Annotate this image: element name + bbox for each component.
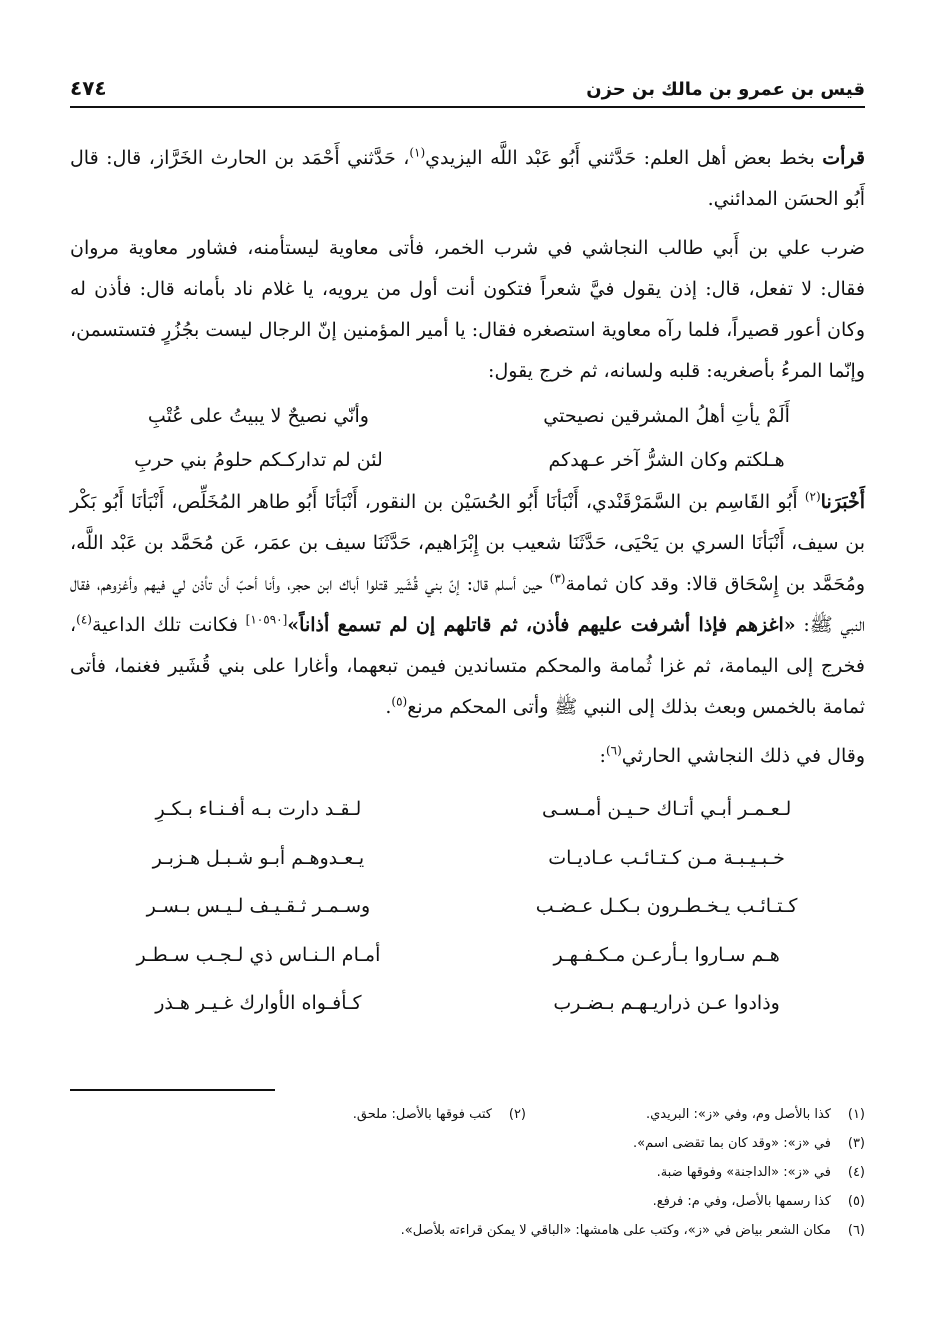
paragraph-3-lead: أَخْبَرَنا xyxy=(820,491,865,513)
footnote-text: كذا بالأصل وم، وفي «ز»: البريدي. xyxy=(646,1107,831,1122)
paragraph-1-text-1: بخط بعض أهل العلم: حَدَّثني أَبُو عَبْد اللَّه اليزيدي xyxy=(425,147,823,169)
paragraph-1-text-2: ، حَدَّثني أَحْمَد بن الحارث الخَرَّاز، قال: قال أَبُو الحسَن المدائني. xyxy=(70,147,865,210)
paragraph-4 xyxy=(70,736,865,777)
hemistich-first: هـم سـاروا بـأرعـن مـكـفـهـر xyxy=(553,943,780,966)
poem-2-verse-5 xyxy=(70,979,865,1028)
footnote-number: (٥) xyxy=(847,1194,865,1209)
main-text xyxy=(70,138,865,1028)
footnote-text: كتب فوقها بالأصل: ملحق. xyxy=(352,1107,492,1122)
footnote-text: مكان الشعر بياض في «ز»، وكتب على هامشها: «الباقي لا يمكن قراءته بلأصل». xyxy=(400,1223,831,1238)
footnote-text: في «ز»: «وقد كان بما تقضى اسم». xyxy=(632,1136,831,1151)
footnote-ref-1: (١) xyxy=(409,145,426,160)
hemistich-second: يـعـدوهـم أبـو شـبـل هـزبـر xyxy=(152,846,365,869)
footnote-row-3 xyxy=(70,1158,865,1187)
poem-2-verse-1 xyxy=(70,785,865,834)
poem-2 xyxy=(70,785,865,1028)
paragraph-4-text: وقال في ذلك النجاشي الحارثي xyxy=(621,745,865,767)
footnote-text: كذا رسمها بالأصل، وفي م: فرفع. xyxy=(652,1194,831,1209)
paragraph-4-colon: : xyxy=(599,745,606,767)
footnote-row-1 xyxy=(70,1100,865,1129)
footnote-6 xyxy=(401,1223,865,1238)
footnote-ref-6: (٦) xyxy=(605,743,622,758)
hemistich-first: هـلكتم وكان الشرُّ آخر عـهدكم xyxy=(548,449,785,471)
footnote-ref-4: (٤) xyxy=(76,612,92,627)
footnote-divider xyxy=(70,1089,275,1091)
page-header xyxy=(70,66,865,108)
footnote-number: (٦) xyxy=(847,1223,865,1238)
footnote-1 xyxy=(646,1107,865,1122)
footnote-number: (٤) xyxy=(847,1165,865,1180)
footnote-ref-2: (٢) xyxy=(804,489,821,504)
paragraph-3-text-1: أَبُو القَاسِم بن السَّمَرْقَنْدي، أَنْبَأنَا أَبُو الحُسَيْن بن النقور، أَنْبَأنَا أَبُو طاهر المُخَلِّص، أَنْبَأنَا أَبُو بَكْر بن سيف، أَنْبَأنَا السري بن يَحْيَى، حَدَّثَنَا شعيب بن إِبْرَاهيم، حَدَّثَنَا سيف بن عمَر، عَن مُحَمَّد بن عَبْد اللَّه، ومُحَمَّد بن إِسْحَاق قالا: وقد كان ثمامة xyxy=(70,491,865,595)
hemistich-second: لئن لم تداركـكم حلومُ بني حربِ xyxy=(134,449,383,471)
page-number: ٤٧٤ xyxy=(70,76,107,100)
poem-2-verse-4 xyxy=(70,931,865,980)
footnote-2 xyxy=(353,1107,526,1122)
footnote-row-2 xyxy=(70,1129,865,1158)
paragraph-3-text-4: ، فخرج إلى اليمامة، ثم غزا ثُمامة والمحكم متساندين فيمن تبعهما، وأغارا على بني قُشَير فغنما، فأتى ثمامة بالخمس وبعث بذلك إلى النبي ﷺ وأتى المحكم مرنع xyxy=(70,614,865,718)
paragraph-1 xyxy=(70,138,865,220)
hemistich-second: وسـمـر ثـقـيـف لـيـس بـسـر xyxy=(146,895,371,917)
hemistich-second: أمـام الـنـاس ذي لـجـب سـطـر xyxy=(136,943,381,966)
footnotes xyxy=(70,1100,865,1245)
hemistich-first: خـبـيـبـة مـن كـتـائـب عـاديـات xyxy=(548,846,785,869)
paragraph-3-text-3: فكانت تلك الداعية xyxy=(91,614,246,636)
hemistich-first: وذادوا عـن ذراريـهـم بـضـرب xyxy=(553,992,780,1014)
footnote-row-5 xyxy=(70,1216,865,1245)
footnote-text: في «ز»: «الداجنة» وفوقها ضبة. xyxy=(656,1165,831,1180)
paragraph-2: ضرب علي بن أَبي طالب النجاشي في شرب الخمر، فأتى معاوية ليستأمنه، فشاور معاوية مروان فقال: لا تفعل، قال: إذن يقول فيَّ شعراً فتكون أنت أول من يرويه، يا غلام ناد بأمانه قال: فأذن له وكان أعور قصيراً، فلما رآه معاوية استصغره فقال: يا أمير المؤمنين إنّ الرجال ليست بجُزُرٍ فتستسمن، وإنّما المرءُ بأصغريه: قلبه ولسانه، ثم خرج يقول: xyxy=(70,237,865,382)
footnote-4 xyxy=(657,1165,865,1180)
poem-2-verse-3 xyxy=(70,882,865,931)
hemistich-second: كـأفـواه الأوارك غـيـر هـذر xyxy=(155,992,362,1014)
paragraph-3-text-2: حين أسلم قال: إنّ بني قُشَير قتلوا أباك ابن حجر، وأنا أحبّ أن تأذن لي فيهم وأغزوهم، فقال النبي ﷺ: xyxy=(70,573,865,636)
footnote-row-4 xyxy=(70,1187,865,1216)
paragraph-1-lead: قرأت xyxy=(822,147,865,169)
footnote-number: (٢) xyxy=(508,1107,526,1122)
footnote-number: (١) xyxy=(847,1107,865,1122)
poem-1-verse-2 xyxy=(70,438,865,482)
hemistich-first: أَلَمْ يأتِ أهلُ المشرقين نصيحتي xyxy=(543,405,790,427)
hemistich-first: كـتـائـب يـخـطـرون بـكـل عـضـب xyxy=(535,895,798,917)
footnote-3 xyxy=(633,1136,865,1151)
running-title: قيس بن عمرو بن مالك بن حزن xyxy=(586,79,865,100)
footnote-5 xyxy=(653,1194,865,1209)
paragraph-3-text-5: . xyxy=(385,696,392,718)
footnote-number: (٣) xyxy=(847,1136,865,1151)
poem-1 xyxy=(70,394,865,482)
hemistich-second: لـقـد دارت بـه أفـنـاء بـكـرِ xyxy=(155,798,362,820)
paragraph-3 xyxy=(70,482,865,728)
hadith-quote: «اغزهم فإذا أشرفت عليهم فأذن، ثم قاتلهم إن لم تسمع أذاناً» xyxy=(287,614,796,636)
hemistich-second: وأنّي نصيحٌ لا يبيتُ على عُتْبِ xyxy=(147,405,369,427)
footnote-ref-5: (٥) xyxy=(391,694,408,709)
hemistich-first: لـعـمـر أبـي أتـاك حـيـن أمـسـى xyxy=(541,798,792,820)
poem-2-verse-2 xyxy=(70,834,865,883)
hadith-number: [١٠٥٩٠] xyxy=(245,612,288,627)
poem-1-verse-1 xyxy=(70,394,865,438)
footnote-ref-3: (٣) xyxy=(549,571,566,586)
